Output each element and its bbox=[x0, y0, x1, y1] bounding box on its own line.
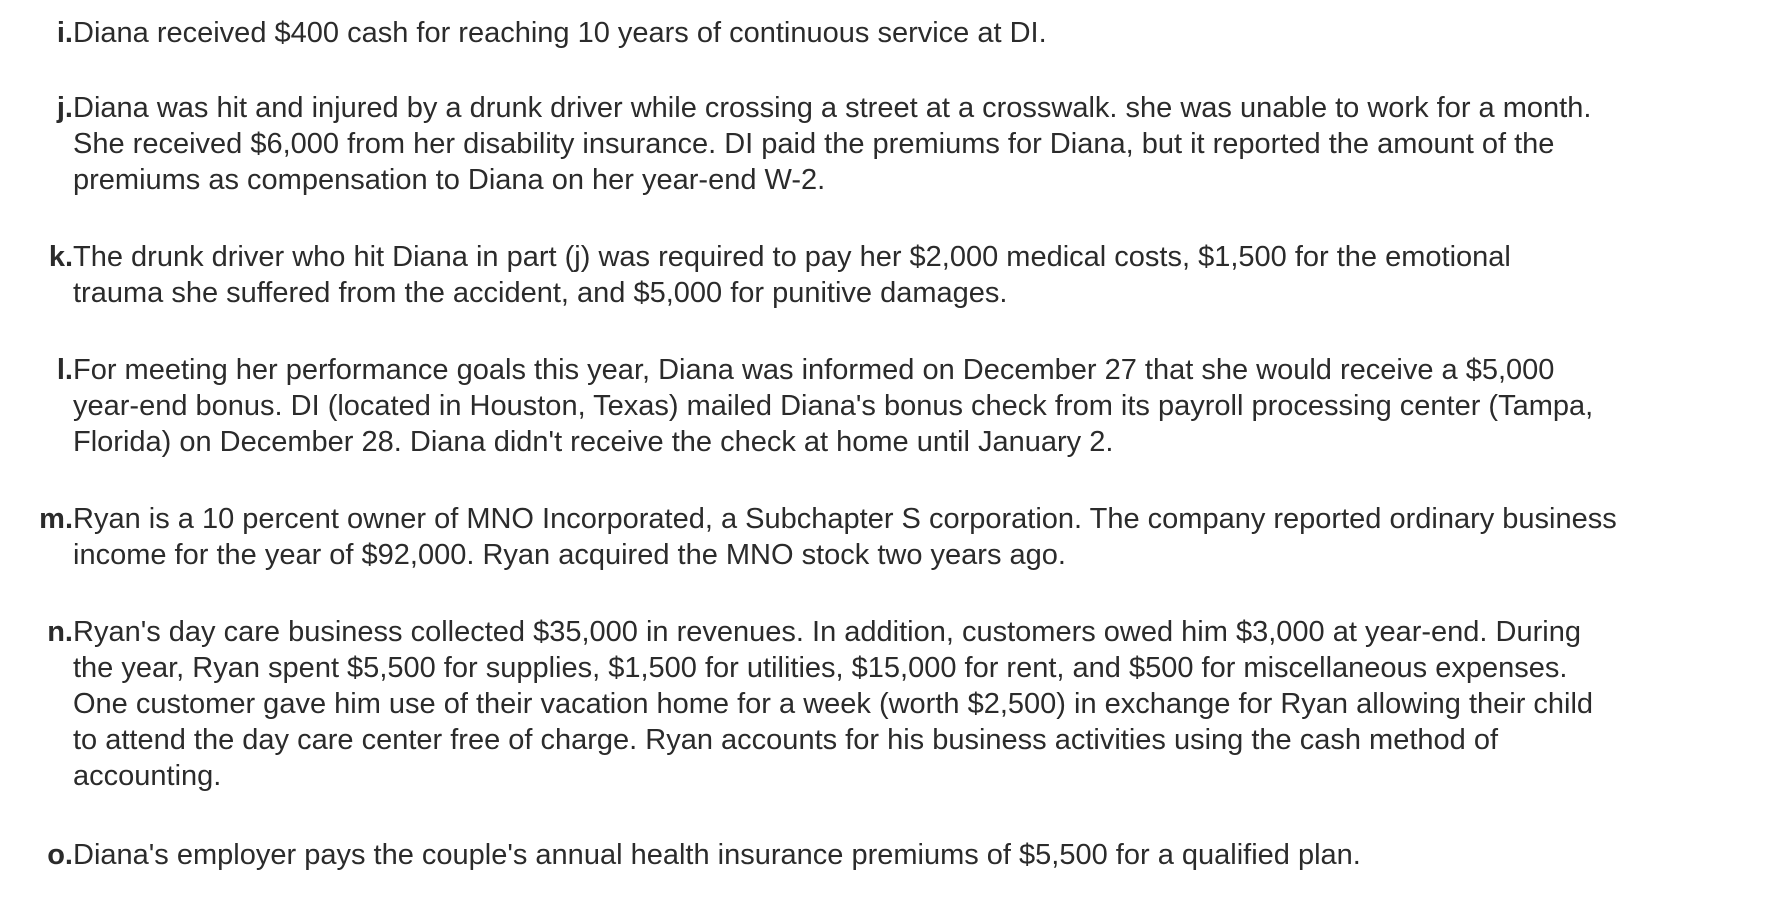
text-line: income for the year of $92,000. Ryan acquired the MNO stock two years ago. bbox=[73, 539, 1066, 571]
item-text bbox=[73, 15, 1773, 51]
text-line: accounting. bbox=[73, 760, 222, 792]
text-line: the year, Ryan spent $5,500 for supplies, $1,500 for utilities, $15,000 for rent, and $500 for miscellaneous expenses. bbox=[73, 652, 1568, 684]
text-line: Diana received $400 cash for reaching 10 years of continuous service at DI. bbox=[73, 17, 1047, 49]
item-text bbox=[73, 614, 1773, 794]
text-line: year-end bonus. DI (located in Houston, Texas) mailed Diana's bonus check from its payroll processing center (Tampa, bbox=[73, 390, 1594, 422]
item-marker: i. bbox=[56, 17, 73, 49]
text-line: The drunk driver who hit Diana in part (j) was required to pay her $2,000 medical costs, $1,500 for the emotional bbox=[73, 241, 1511, 273]
item-marker: m. bbox=[39, 503, 73, 535]
text-line: One customer gave him use of their vacation home for a week (worth $2,500) in exchange for Ryan allowing their child bbox=[73, 688, 1594, 720]
text-line: Ryan is a 10 percent owner of MNO Incorporated, a Subchapter S corporation. The company reported ordinary business bbox=[73, 503, 1617, 535]
item-marker: l. bbox=[56, 354, 73, 386]
text-line: She received $6,000 from her disability insurance. DI paid the premiums for Diana, but it reported the amount of the bbox=[73, 128, 1555, 160]
text-line: Florida) on December 28. Diana didn't receive the check at home until January 2. bbox=[73, 426, 1114, 458]
item-text bbox=[73, 352, 1773, 460]
text-line: to attend the day care center free of charge. Ryan accounts for his business activities using the cash method of bbox=[73, 724, 1499, 756]
item-marker: k. bbox=[48, 241, 73, 273]
item-marker: j. bbox=[56, 92, 73, 124]
text-line: premiums as compensation to Diana on her year-end W-2. bbox=[73, 164, 826, 196]
item-text bbox=[73, 501, 1773, 573]
item-marker: o. bbox=[47, 839, 73, 871]
item-text bbox=[73, 239, 1773, 311]
item-marker: n. bbox=[47, 616, 73, 648]
item-text bbox=[73, 837, 1773, 873]
text-line: trauma she suffered from the accident, and $5,000 for punitive damages. bbox=[73, 277, 1008, 309]
text-line: Diana's employer pays the couple's annual health insurance premiums of $5,500 for a qualified plan. bbox=[73, 839, 1361, 871]
text-line: Ryan's day care business collected $35,000 in revenues. In addition, customers owed him $3,000 at year-end. During bbox=[73, 616, 1581, 648]
item-text bbox=[73, 90, 1773, 198]
text-line: For meeting her performance goals this year, Diana was informed on December 27 that she would receive a $5,000 bbox=[73, 354, 1555, 386]
text-line: Diana was hit and injured by a drunk driver while crossing a street at a crosswalk. she was unable to work for a month. bbox=[73, 92, 1592, 124]
